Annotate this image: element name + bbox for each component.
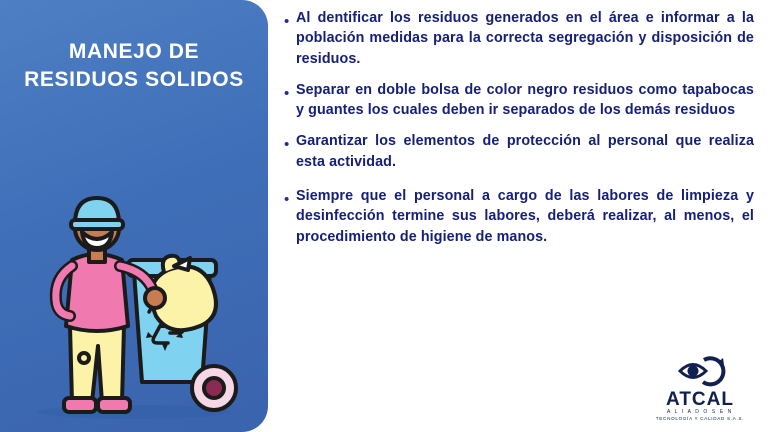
eye-gear-logo-icon [674,353,726,389]
company-logo [646,353,754,422]
logo-tagline-1: A L I A D O S E N [667,408,733,415]
page-title-line-1: MANEJO DE [68,40,200,63]
list-item-text: Al dentificar los residuos generados en el área e informar a la población medidas para la correcta segregación y disposición de residuos. [296,10,754,67]
page-title-line-2: RESIDUOS SOLIDOS [24,68,244,92]
logo-tagline-2: TECNOLOGÍA Y CALIDAD S.A.S. [655,415,745,421]
list-item [284,8,754,69]
list-item [284,186,754,247]
list-item-text: Garantizar los elementos de protección al personal que realiza esta actividad. [296,133,754,170]
bullet-dot-icon: • [284,191,290,209]
logo-name: ATCAL [666,388,734,410]
page-title [0,38,268,95]
bullet-dot-icon: • [284,13,290,30]
illustration-person-with-recycling-bin [14,120,264,420]
left-title-panel [0,0,268,432]
list-item [284,80,754,121]
list-item-text: Siempre que el personal a cargo de las labores de limpieza y desinfección termine sus labores, deberá realizar, al menos, el procedimiento de higiene de manos. [296,188,754,245]
list-item-text: Separar en doble bolsa de color negro residuos como tapabocas y guantes los cuales deben ir separados de los demás residuos [296,81,754,119]
list-item [284,131,754,172]
bullet-dot-icon: • [284,136,290,154]
bullet-dot-icon: • [284,84,290,102]
